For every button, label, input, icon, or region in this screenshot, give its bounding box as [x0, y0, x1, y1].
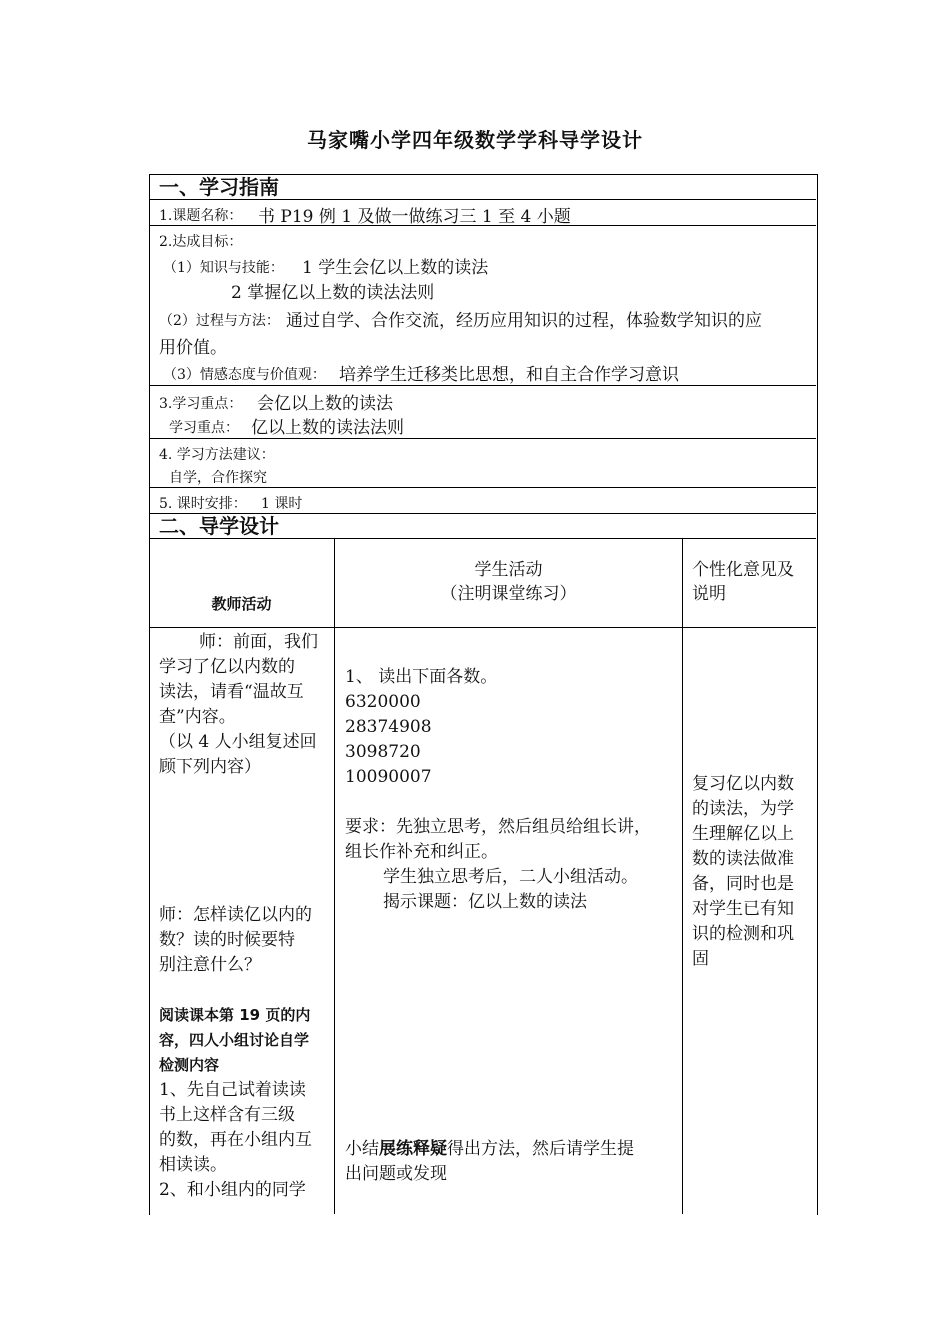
teacher-line: 的数，再在小组内互	[159, 1130, 312, 1150]
goal2-text: 通过自学、合作交流，经历应用知识的过程，体验数学知识的应	[286, 311, 762, 331]
method-row	[149, 439, 816, 488]
column-divider	[334, 539, 335, 1214]
summary-bold: 展练释疑	[379, 1139, 447, 1159]
summary-line	[345, 1137, 634, 1162]
section1-heading: 一、学习指南	[149, 175, 816, 200]
goal1-b: 2 掌握亿以上数的读法法则	[231, 283, 435, 303]
number-item: 28374908	[345, 717, 432, 737]
teacher-bold-line: 容，四人小组讨论自学	[159, 1031, 310, 1049]
teacher-line: 师：怎样读亿以内的	[159, 905, 312, 925]
teacher-line: 读法，请看“温故互	[159, 682, 304, 702]
teacher-line: （以 4 人小组复述回	[159, 732, 317, 752]
teacher-bold-line: 检测内容	[159, 1056, 220, 1074]
teacher-line: 顾下列内容）	[159, 757, 261, 777]
goal1-a: 1 学生会亿以上数的读法	[302, 258, 489, 278]
notes-line: 的读法，为学	[692, 799, 794, 819]
student-task-title: 1、 读出下面各数。	[345, 667, 498, 687]
page-title: 马家嘴小学四年级数学学科导学设计	[307, 128, 643, 152]
goal1-label: （1）知识与技能：	[163, 260, 284, 276]
focus2-label: 学习重点：	[169, 420, 239, 436]
col-notes-header-1: 个性化意见及	[692, 560, 794, 580]
notes-line: 生理解亿以上	[692, 824, 794, 844]
notes-line: 识的检测和巩	[692, 924, 794, 944]
student-requirement	[345, 815, 651, 915]
notes-line: 固	[692, 949, 709, 969]
course-value: 书 P19 例 1 及做一做练习三 1 至 4 小题	[258, 207, 571, 227]
teacher-line: 师：前面，我们	[199, 632, 318, 652]
student-task	[345, 665, 497, 790]
teacher-line: 2、和小组内的同学	[159, 1180, 306, 1200]
notes-line: 对学生已有知	[692, 899, 794, 919]
notes-content	[692, 772, 794, 972]
teacher-reading-task	[159, 1003, 310, 1078]
number-item: 10090007	[345, 767, 432, 787]
focus-label: 3.学习重点：	[159, 396, 243, 412]
goals-label: 2.达成目标：	[159, 234, 243, 250]
course-row	[149, 200, 816, 226]
summary-line-2: 出问题或发现	[345, 1164, 447, 1184]
notes-line: 数的读法做准	[692, 849, 794, 869]
goal2-label: （2）过程与方法：	[159, 313, 280, 329]
focus2-value: 亿以上数的读法法则	[251, 418, 404, 438]
teacher-line: 查”内容。	[159, 707, 236, 727]
teacher-line: 别注意什么？	[159, 955, 261, 975]
goal3-text: 培养学生迁移类比思想，和自主合作学习意识	[339, 365, 679, 385]
teacher-line: 数？读的时候要特	[159, 930, 295, 950]
notes-line: 备，同时也是	[692, 874, 794, 894]
student-req-line: 组长作补充和纠正。	[345, 842, 498, 862]
goal2-cont: 用价值。	[159, 338, 227, 358]
summary-post: 得出方法，然后请学生提	[447, 1139, 634, 1159]
teacher-steps	[159, 1078, 312, 1203]
teacher-line: 学习了亿以内数的	[159, 657, 295, 677]
goal3-label: （3）情感态度与价值观：	[163, 367, 326, 383]
col-student-header-2: （注明课堂练习）	[440, 584, 577, 604]
student-summary	[345, 1137, 634, 1187]
header-divider	[149, 627, 816, 628]
teacher-question	[159, 903, 312, 978]
teacher-line: 1、先自己试着读读	[159, 1080, 306, 1100]
teacher-line: 书上这样含有三级	[159, 1105, 295, 1125]
focus-value: 会亿以上数的读法	[257, 394, 393, 414]
method-value: 自学，合作探究	[169, 470, 267, 486]
focus-row	[149, 386, 816, 439]
section2-heading: 二、导学设计	[149, 514, 816, 539]
time-row	[149, 488, 816, 514]
student-act-line: 学生独立思考后，二人小组活动。	[383, 867, 638, 887]
student-req-line: 要求：先独立思考，然后组员给组长讲，	[345, 817, 651, 837]
method-label: 4. 学习方法建议：	[159, 447, 275, 463]
col-notes-header-2: 说明	[692, 584, 726, 604]
column-divider	[682, 539, 683, 1214]
time-value: 1 课时	[261, 496, 303, 512]
goals-row	[149, 226, 816, 386]
student-act-line: 揭示课题：亿以上数的读法	[383, 892, 587, 912]
teacher-bold-line: 阅读课本第 19 页的内	[159, 1006, 311, 1024]
time-label: 5. 课时安排：	[159, 496, 247, 512]
number-item: 6320000	[345, 692, 421, 712]
number-item: 3098720	[345, 742, 421, 762]
summary-pre: 小结	[345, 1139, 379, 1159]
notes-line: 复习亿以内数	[692, 774, 794, 794]
col-student-header-1: 学生活动	[474, 560, 543, 580]
col-teacher-header: 教师活动	[211, 595, 272, 613]
teacher-line: 相读读。	[159, 1155, 227, 1175]
course-label: 1.课题名称：	[159, 208, 243, 224]
teacher-intro	[159, 630, 318, 780]
